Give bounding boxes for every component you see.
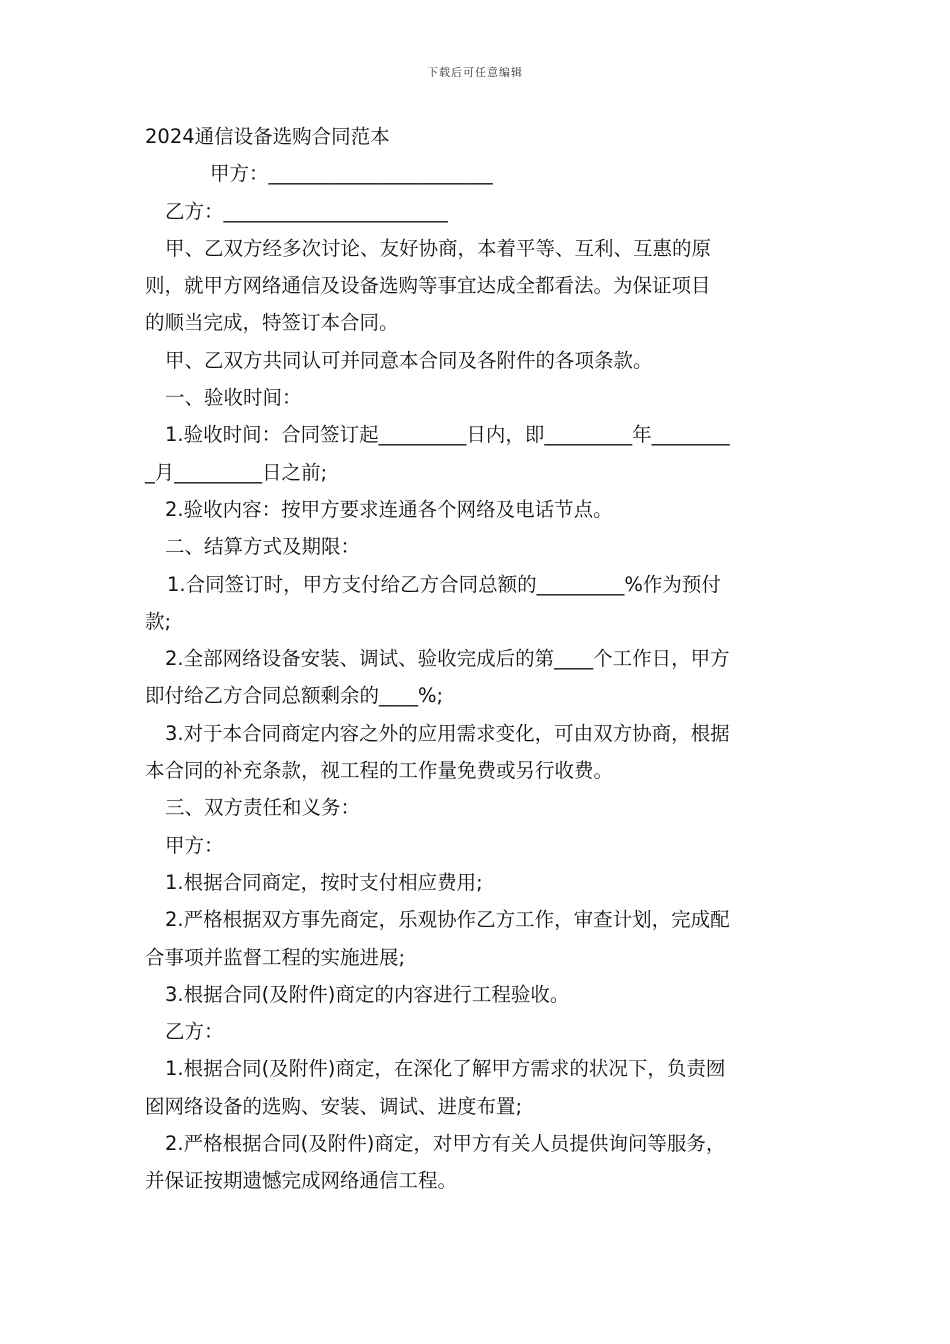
- contract-line: 囵网络设备的选购、安装、调试、进度布置;: [145, 1094, 523, 1118]
- contract-line: _月_________日之前;: [145, 460, 328, 484]
- contract-line: 款;: [145, 609, 172, 633]
- contract-line: 3.根据合同(及附件)商定的内容进行工程验收。: [165, 982, 570, 1006]
- contract-body: [145, 230, 808, 1200]
- contract-line: 二、结算方式及期限：: [165, 535, 361, 559]
- contract-line: 1.根据合同商定，按时支付相应费用;: [165, 870, 483, 894]
- contract-line: 并保证按期遗憾完成网络通信工程。: [145, 1169, 458, 1193]
- contract-line: 1.根据合同(及附件)商定，在深化了解甲方需求的状况下，负责囫: [165, 1057, 726, 1081]
- contract-line: 2.全部网络设备安装、调试、验收完成后的第____个工作日，甲方: [165, 647, 730, 671]
- header-note: 下载后可任意编辑: [427, 66, 523, 79]
- contract-line: 2.验收内容：按甲方要求连通各个网络及电话节点。: [165, 497, 613, 521]
- contract-line: 1.验收时间：合同签订起_________日内，即_________年________: [165, 423, 730, 447]
- contract-line: 合事项并监督工程的实施进展;: [145, 945, 406, 969]
- contract-line: 本合同的补充条款，视工程的工作量免费或另行收费。: [145, 759, 614, 783]
- contract-line: 即付给乙方合同总额剩余的____%;: [145, 684, 444, 708]
- contract-line: 1.合同签订时，甲方支付给乙方合同总额的_________%作为预付: [167, 572, 721, 596]
- contract-line: 则，就甲方网络通信及设备选购等事宜达成全都看法。为保证项目: [145, 274, 711, 298]
- contract-line: 乙方：: [165, 1020, 224, 1044]
- contract-line: 2.严格根据合同(及附件)商定，对甲方有关人员提供询问等服务，: [165, 1132, 726, 1156]
- contract-line: 的顺当完成，特签订本合同。: [145, 311, 399, 335]
- contract-line: 甲方：: [165, 833, 224, 857]
- contract-line: 3.对于本合同商定内容之外的应用需求变化，可由双方协商，根据: [165, 721, 730, 745]
- contract-line: 2.严格根据双方事先商定，乐观协作乙方工作，审查计划，完成配: [165, 908, 730, 932]
- contract-line: 甲、乙双方共同认可并同意本合同及各附件的各项条款。: [165, 348, 653, 372]
- contract-document: [145, 118, 808, 1200]
- document-title: 2024通信设备选购合同范本: [145, 125, 390, 148]
- party-b-line: 乙方：_______________________: [165, 199, 448, 223]
- contract-line: 甲、乙双方经多次讨论、友好协商，本着平等、互利、互惠的原: [165, 236, 712, 260]
- party-a-line: 甲方：_______________________: [210, 162, 493, 186]
- contract-line: 一、验收时间：: [165, 386, 302, 410]
- contract-line: 三、双方责任和义务：: [165, 796, 361, 820]
